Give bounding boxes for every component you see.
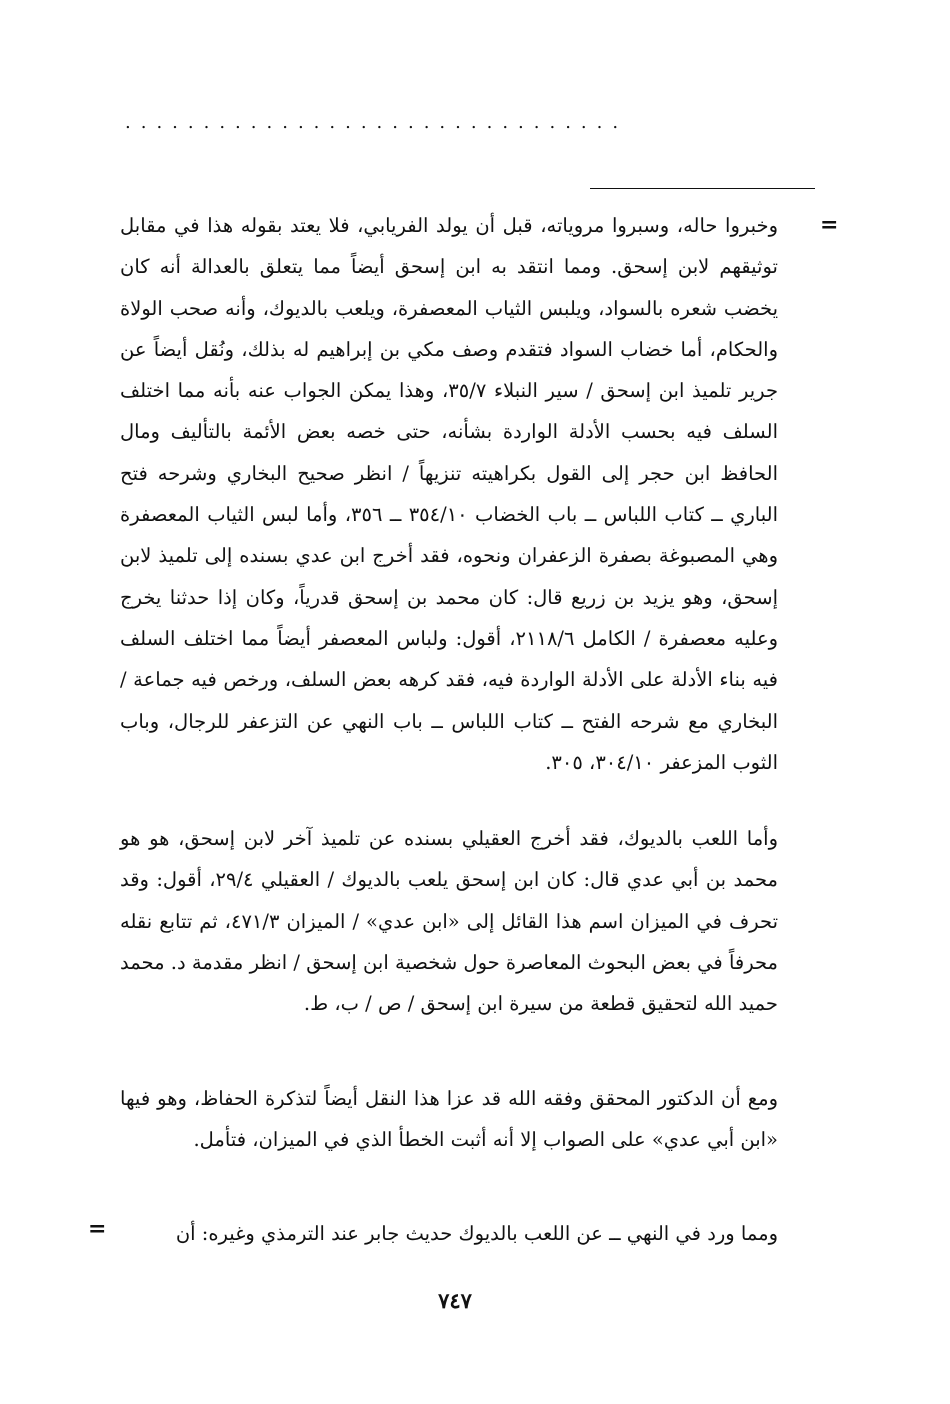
page-number: ٧٤٧	[438, 1288, 472, 1313]
footnote-separator	[590, 188, 815, 189]
continuation-mark-bottom: =	[88, 1216, 107, 1242]
footnote-paragraph: ومع أن الدكتور المحقق وفقه الله قد عزا هذا النقل أيضاً لتذكرة الحفاظ، وهو فيها «ابن أبي عدي» على الصواب إلا أنه أثبت الخطأ الذي في الميزان، فتأمل.	[120, 1087, 778, 1152]
footnote-paragraph: وأما اللعب بالديوك، فقد أخرج العقيلي بسنده عن تلميذ آخر لابن إسحق، هو هو محمد بن أبي عدي قال: كان ابن إسحق يلعب بالديوك / العقيلي ٢٩/٤، أقول: وقد تحرف في الميزان اسم هذا القائل إلى «ابن عدي» / الميزان ٤٧١/٣، ثم تتابع نقله محرفاً في بعض البحوث المعاصرة حول شخصية ابن إسحق / انظر مقدمة د. محمد حميد الله لتحقيق قطعة من سيرة ابن إسحق / ص / ب، ط.	[120, 827, 779, 1016]
footnote-paragraph: ومما ورد في النهي ــ عن اللعب بالديوك حديث جابر عند الترمذي وغيره: أن	[175, 1222, 778, 1245]
continuation-mark-top: =	[820, 212, 839, 238]
header-dotted-rule: ................................	[125, 112, 629, 133]
footnote-paragraph: وخبروا حاله، وسبروا مروياته، قبل أن يولد الفريابي، فلا يعتد بقوله هذا في مقابل توثيقهم لابن إسحق. ومما انتقد به ابن إسحق أيضاً مما يتعلق بالعدالة أنه كان يخضب شعره بالسواد، ويلبس الثياب المعصفرة، ويلعب بالديوك، وأنه صحب الولاة والحكام، أما خضاب السواد فتقدم وصف مكي بن إبراهيم له بذلك، ونُقل أيضاً عن جرير تلميذ ابن إسحق / سير النبلاء ٣٥/٧، وهذا يمكن الجواب عنه بأنه مما اختلف السلف فيه بحسب الأدلة الواردة بشأنه، حتى خصه بعض الأئمة بالتأليف ومال الحافظ ابن حجر إلى القول بكراهيته تنزيهاً / انظر صحيح البخاري وشرحه فتح الباري ــ كتاب اللباس ــ باب الخضاب ٣٥٤/١٠ ــ ٣٥٦، وأما لبس الثياب المعصفرة وهي المصبوغة بصفرة الزعفران ونحوه، فقد أخرج ابن عدي بسنده إلى تلميذ لابن إسحق، وهو يزيد بن زريع قال: كان محمد بن إسحق قدرياً، وكان إذا حدثنا يخرج وعليه معصفرة / الكامل ٢١١٨/٦، أقول: ولباس المعصفر أيضاً مما اختلف السلف فيه بناء الأدلة على الأدلة الواردة فيه، فقد كرهه بعض السلف، ورخص فيه جماعة / البخاري مع شرحه الفتح ــ كتاب اللباس ــ باب النهي عن التزعفر للرجال، وباب الثوب المزعفر ٣٠٤/١٠، ٣٠٥.	[120, 214, 779, 774]
